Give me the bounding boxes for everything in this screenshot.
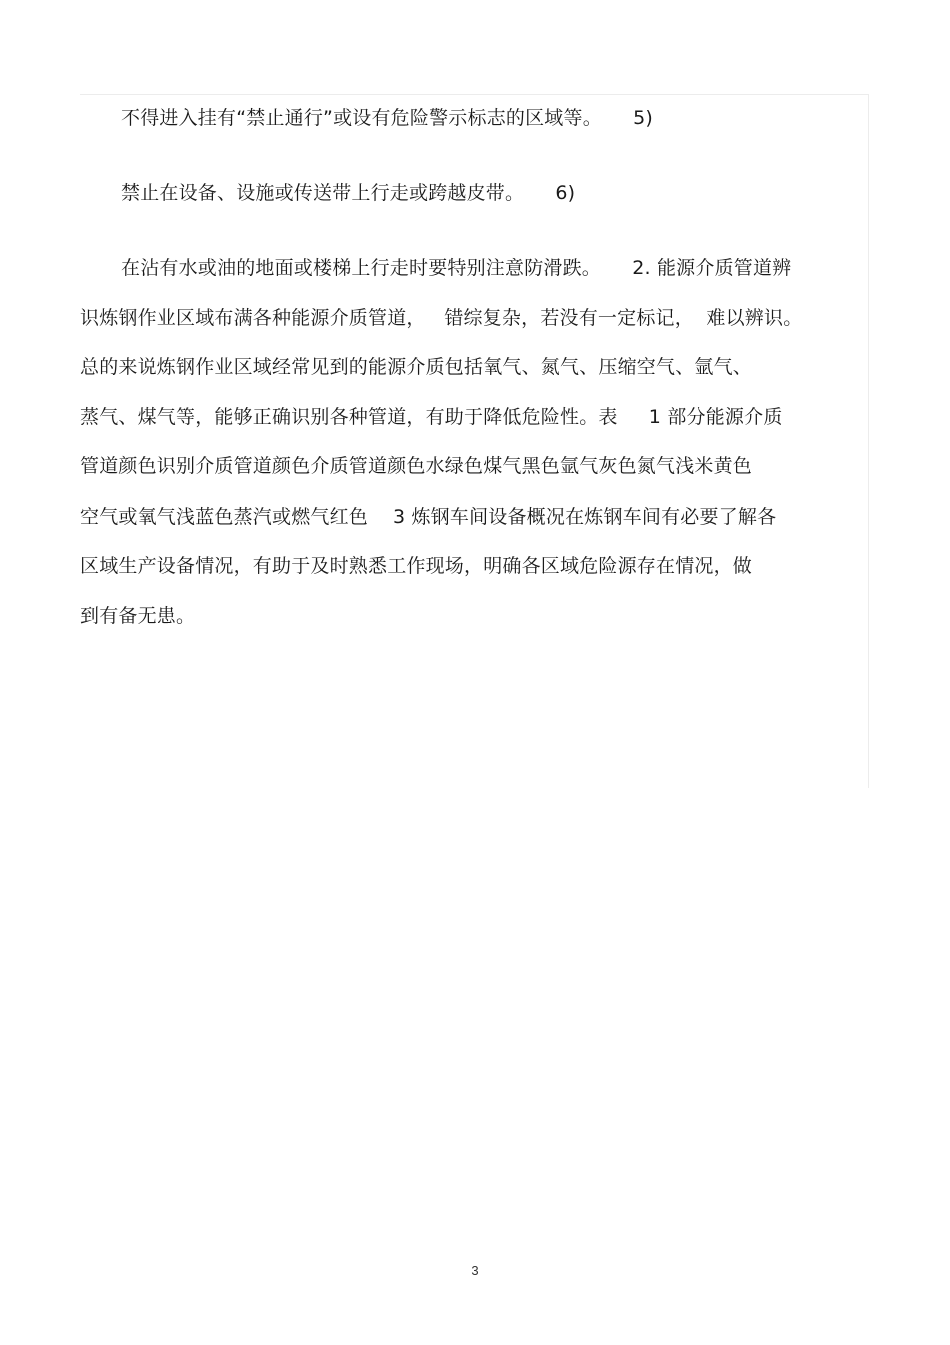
text-line: 总的来说炼钢作业区域经常见到的能源介质包括氧气、氮气、压缩空气、氩气、 [80, 356, 753, 378]
text-line: 区域生产设备情况，有助于及时熟悉工作现场，明确各区域危险源存在情况，做 [80, 555, 753, 577]
text-line: 到有备无患。 [80, 605, 196, 627]
text-line: 管道颜色识别介质管道颜色介质管道颜色水绿色煤气黑色氩气灰色氮气浅米黄色 [80, 455, 753, 477]
text-line: 识炼钢作业区域布满各种能源介质管道， 错综复杂，若没有一定标记， 难以辨识。 [80, 307, 803, 329]
text-line: 蒸气、煤气等，能够正确识别各种管道，有助于降低危险性。表 1 部分能源介质 [80, 406, 783, 428]
text-line: 空气或氧气浅蓝色蒸汽或燃气红色 3 炼钢车间设备概况在炼钢车间有必要了解各 [80, 506, 777, 528]
text-line: 不得进入挂有“禁止通行”或设有危险警示标志的区域等。 5) [121, 107, 653, 129]
text-line: 禁止在设备、设施或传送带上行走或跨越皮带。 6) [121, 182, 576, 204]
page-number: 3 [471, 1263, 479, 1278]
text-line: 在沾有水或油的地面或楼梯上行走时要特别注意防滑跌。 2. 能源介质管道辨 [121, 257, 792, 279]
